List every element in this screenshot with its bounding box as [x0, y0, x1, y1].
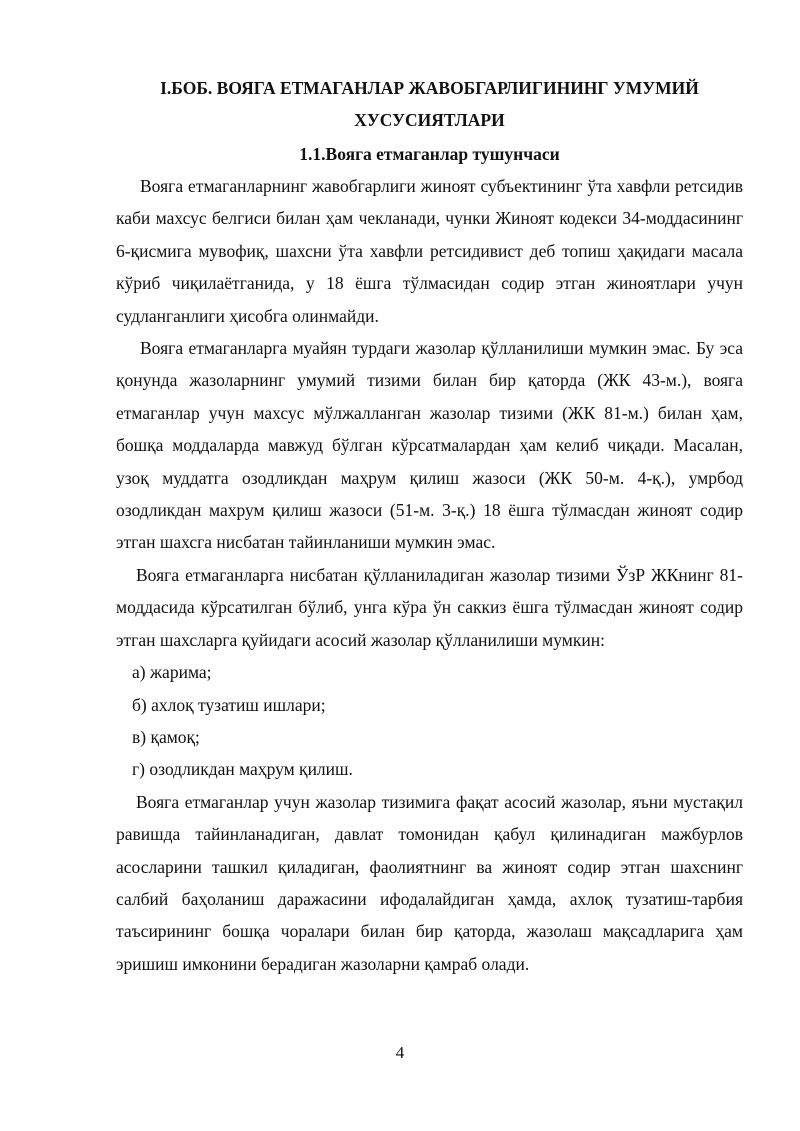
paragraph-1: Вояга етмаганларнинг жавобгарлиги жиноят субъектининг ўта хавфли ретсидив каби махсус белгиси билан ҳам чекланади, чунки Жиноят кодекси 34-моддасининг 6-қисмига мувофиқ, шахсни ўта хавфли ретсидивист деб топиш ҳақидаги масала кўриб чиқилаётганида, у 18 ёшга тўлмасидан содир этган жиноятлари учун судланганлиги ҳисобга олинмайди.	[116, 176, 743, 326]
list-item: в) қамоқ;	[132, 726, 200, 747]
paragraph-3: Вояга етмаганларга нисбатан қўлланиладиган жазолар тизими ЎзР ЖКнинг 81-моддасида кўрсатилган бўлиб, унга кўра ўн саккиз ёшга тўлмасдан жиноят содир этган шахсларга қуйидаги асосий жазолар қўлланилиши мумкин:	[116, 564, 743, 650]
paragraph-final: Вояга етмаганлар учун жазолар тизимига фақат асосий жазолар, яъни мустақил равишда тайинланадиган, давлат томонидан қабул қилинадиган мажбурлов асосларини ташкил қиладиган, фаолиятнинг ва жиноят содир этган шахснинг салбий баҳоланиш даражасини ифодалайдиган ҳамда, ахлоқ тузатиш-тарбия таъсирининг бошқа чоралари билан бир қаторда, жазолаш мақсадларига ҳам эришиш имконини берадиган жазоларни қамраб олади.	[116, 791, 743, 974]
document-page	[116, 72, 743, 980]
chapter-title-line2: ХУСУСИЯТЛАРИ	[354, 110, 505, 130]
page-number: 4	[395, 1043, 405, 1062]
list-item: г) озодликдан маҳрум қилиш.	[132, 759, 353, 780]
paragraph-2: Вояга етмаганларга муайян турдаги жазолар қўлланилиши мумкин эмас. Бу эса қонунда жазоларнинг умумий тизими билан бир қаторда (ЖК 43-м.), вояга етмаганлар учун махсус мўлжалланган жазолар тизими (ЖК 81-м.) билан ҳам, бошқа моддаларда мавжуд бўлган кўрсатмалардан ҳам келиб чиқади. Масалан, узоқ муддатга озодликдан маҳрум қилиш жазоси (ЖК 50-м. 4-қ.), умрбод озодликдан махрум қилиш жазоси (51-м. 3-қ.) 18 ёшга тўлмасдан жиноят содир этган шахсга нисбатан тайинланиши мумкин эмас.	[116, 338, 743, 553]
chapter-title-line1: I.БОБ. ВОЯГА ЕТМАГАНЛАР ЖАВОБГАРЛИГИНИНГ УМУМИЙ	[160, 78, 699, 98]
list-item: а) жарима;	[132, 662, 212, 683]
punishment-list	[116, 656, 743, 786]
list-item: б) ахлоқ тузатиш ишлари;	[132, 694, 326, 715]
section-title: 1.1.Вояга етмаганлар тушунчаси	[299, 144, 560, 164]
